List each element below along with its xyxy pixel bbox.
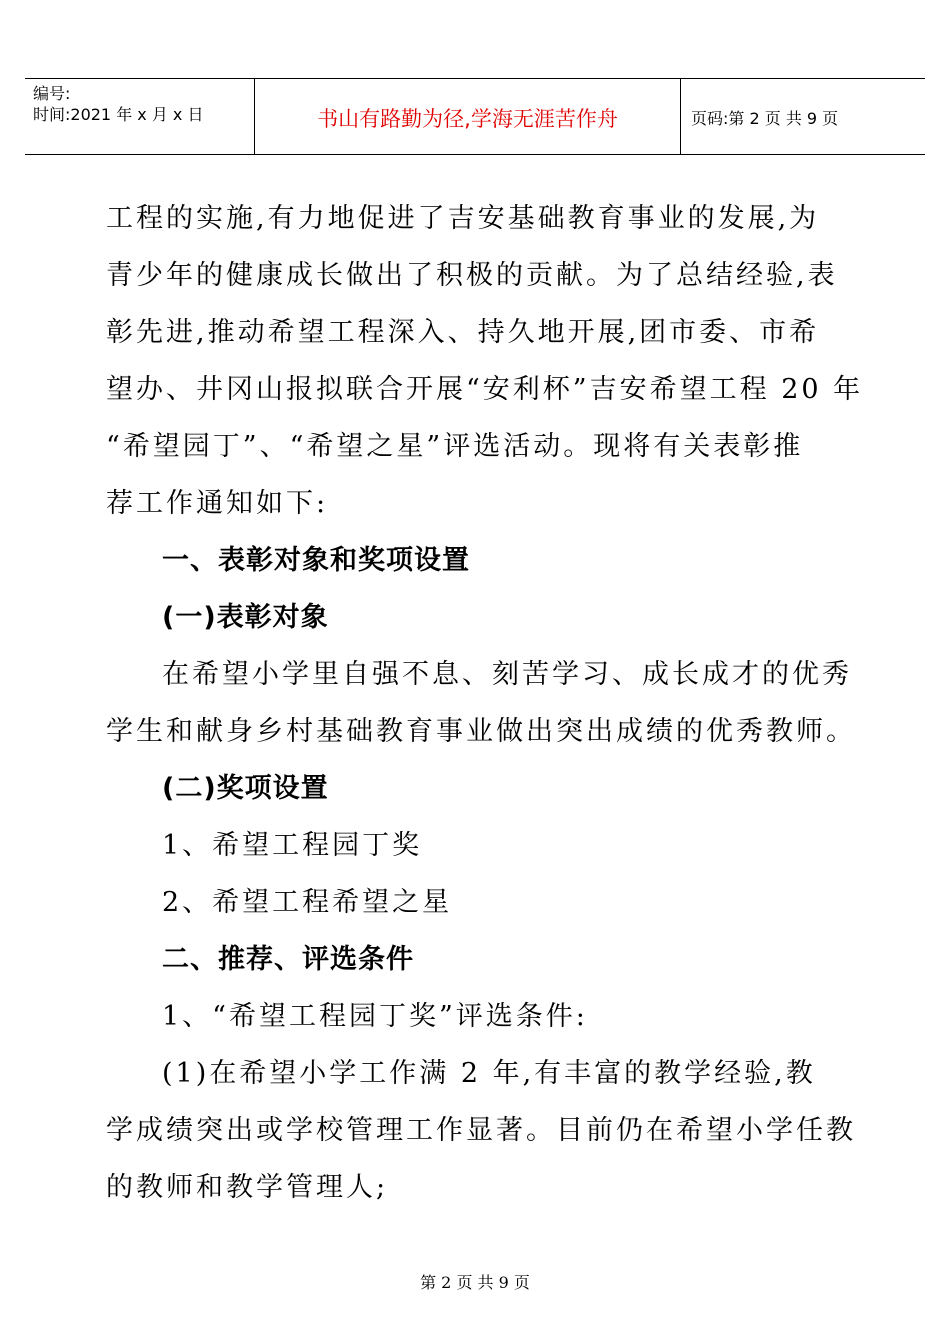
document-number-label: 编号: — [33, 84, 71, 103]
paragraph-line: 学成绩突出或学校管理工作显著。目前仍在希望小学任教 — [106, 1115, 856, 1146]
paragraph-line: 学生和献身乡村基础教育事业做出突出成绩的优秀教师。 — [106, 716, 856, 747]
paragraph-line: 荐工作通知如下: — [106, 488, 329, 519]
section-heading: 一、表彰对象和奖项设置 — [162, 545, 470, 576]
list-item: 1、希望工程园丁奖 — [162, 830, 423, 861]
subsection-heading: (一)表彰对象 — [162, 602, 329, 633]
paragraph-line: 望办、井冈山报拟联合开展“安利杯”吉安希望工程 20 年 — [106, 374, 864, 405]
header-page-info: 页码:第 2 页 共 9 页 — [691, 109, 839, 128]
paragraph-line: 青少年的健康成长做出了积极的贡献。为了总结经验,表 — [106, 260, 838, 291]
document-time-label: 时间:2021 年 x 月 x 日 — [33, 105, 204, 124]
paragraph-line: 的教师和教学管理人; — [106, 1172, 389, 1203]
page-header — [25, 78, 925, 155]
page-footer: 第 2 页 共 9 页 — [420, 1273, 530, 1292]
header-meta — [33, 83, 203, 125]
paragraph-line: (1)在希望小学工作满 2 年,有丰富的教学经验,教 — [162, 1058, 816, 1089]
paragraph-line: “希望园丁”、“希望之星”评选活动。现将有关表彰推 — [106, 431, 804, 462]
paragraph-line: 在希望小学里自强不息、刻苦学习、成长成才的优秀 — [162, 659, 852, 690]
header-divider-right — [680, 79, 681, 154]
paragraph-line: 工程的实施,有力地促进了吉安基础教育事业的发展,为 — [106, 203, 820, 234]
list-item: 1、“希望工程园丁奖”评选条件: — [162, 1001, 588, 1032]
list-item: 2、希望工程希望之星 — [162, 887, 453, 918]
header-motto: 书山有路勤为径,学海无涯苦作舟 — [317, 107, 618, 131]
paragraph-line: 彰先进,推动希望工程深入、持久地开展,团市委、市希 — [106, 317, 820, 348]
section-heading: 二、推荐、评选条件 — [162, 944, 414, 975]
subsection-heading: (二)奖项设置 — [162, 773, 329, 804]
